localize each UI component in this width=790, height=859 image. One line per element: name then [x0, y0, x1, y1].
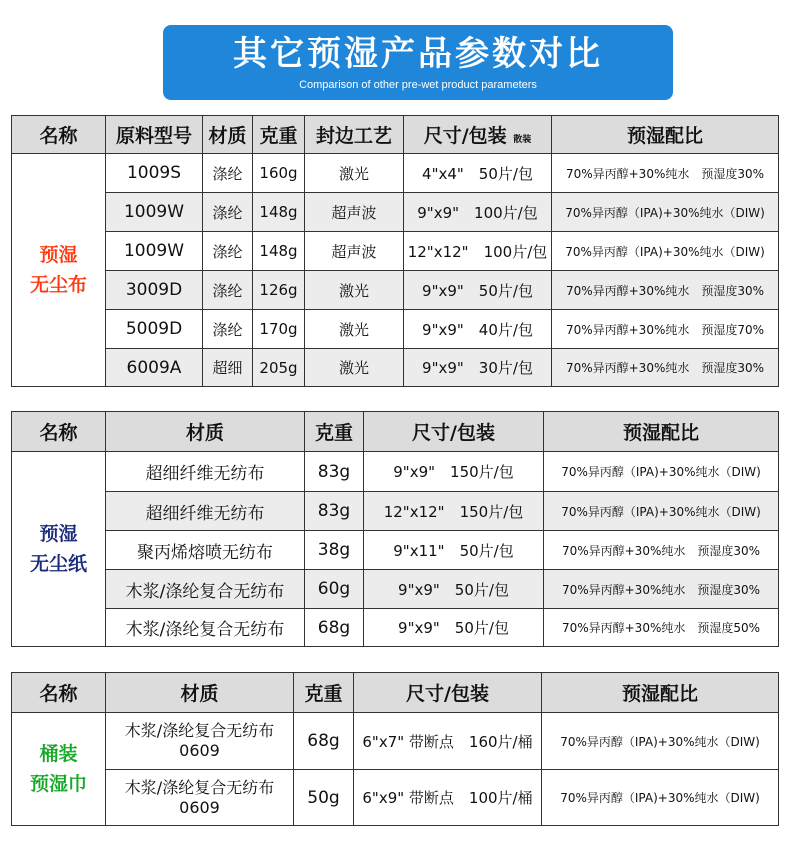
model-cell: 6009A	[106, 349, 203, 387]
material-cell: 涤纶	[203, 154, 253, 193]
table-row	[12, 570, 779, 609]
material-cell: 超细纤维无纺布	[106, 492, 305, 531]
ratio-cell: 70%异丙醇+30%纯水 预湿度50%	[544, 609, 779, 647]
table-row	[12, 193, 779, 232]
size-cell: 6"x7" 带断点 160片/桶	[354, 713, 542, 770]
header-name: 名称	[12, 412, 106, 452]
ratio-cell: 70%异丙醇+30%纯水 预湿度30%	[544, 531, 779, 570]
size-cell: 9"x9" 150片/包	[364, 452, 544, 492]
size-cell: 9"x9" 50片/包	[364, 609, 544, 647]
bucket-wipes-table	[11, 672, 779, 826]
text-line: 无尘布	[29, 274, 87, 296]
ratio-cell: 70%异丙醇（IPA)+30%纯水（DIW)	[542, 713, 779, 770]
table-row	[12, 492, 779, 531]
header-ratio: 预湿配比	[552, 116, 779, 154]
material-cell: 超细纤维无纺布	[106, 452, 305, 492]
edge-cell: 超声波	[305, 193, 404, 232]
header-weight: 克重	[305, 412, 364, 452]
prewet-cloth-table	[11, 115, 779, 387]
header-ratio: 预湿配比	[544, 412, 779, 452]
material-cell: 聚丙烯熔喷无纺布	[106, 531, 305, 570]
header-size-package	[404, 116, 552, 154]
category-cell	[12, 713, 106, 826]
header-material: 材质	[106, 673, 294, 713]
table-row	[12, 349, 779, 387]
ratio-cell: 70%异丙醇+30%纯水 预湿度70%	[552, 310, 779, 349]
size-cell: 9"x9" 50片/包	[404, 271, 552, 310]
weight-cell: 170g	[253, 310, 305, 349]
page-subtitle: Comparison of other pre-wet product parameters	[299, 79, 537, 91]
size-cell: 9"x11" 50片/包	[364, 531, 544, 570]
header-row	[12, 116, 779, 154]
material-cell: 涤纶	[203, 193, 253, 232]
text-line: 0609	[179, 797, 220, 817]
ratio-cell: 70%异丙醇+30%纯水 预湿度30%	[544, 570, 779, 609]
ratio-cell: 70%异丙醇+30%纯水 预湿度30%	[552, 154, 779, 193]
material-cell: 超细	[203, 349, 253, 387]
ratio-cell: 70%异丙醇（IPA)+30%纯水（DIW)	[552, 232, 779, 271]
size-cell: 4"x4" 50片/包	[404, 154, 552, 193]
table-row	[12, 154, 779, 193]
table-row	[12, 770, 779, 826]
ratio-cell: 70%异丙醇+30%纯水 预湿度30%	[552, 271, 779, 310]
model-cell: 5009D	[106, 310, 203, 349]
text-line: 0609	[179, 741, 220, 760]
size-cell: 6"x9" 带断点 100片/桶	[354, 770, 542, 826]
page-title: 其它预湿产品参数对比	[233, 34, 603, 74]
edge-cell: 超声波	[305, 232, 404, 271]
weight-cell: 68g	[305, 609, 364, 647]
table-row	[12, 609, 779, 647]
text-line: 预湿	[39, 523, 78, 545]
text-line: 预湿	[39, 244, 78, 266]
table-row	[12, 452, 779, 492]
text-line: 木浆/涤纶复合无纺布	[124, 721, 275, 740]
table-row	[12, 271, 779, 310]
material-cell: 木浆/涤纶复合无纺布	[106, 570, 305, 609]
model-cell: 3009D	[106, 271, 203, 310]
size-cell: 12"x12" 100片/包	[404, 232, 552, 271]
ratio-cell: 70%异丙醇（IPA)+30%纯水（DIW)	[542, 770, 779, 826]
edge-cell: 激光	[305, 154, 404, 193]
material-cell: 涤纶	[203, 271, 253, 310]
ratio-cell: 70%异丙醇（IPA)+30%纯水（DIW)	[544, 452, 779, 492]
header-weight: 克重	[253, 116, 305, 154]
weight-cell: 148g	[253, 193, 305, 232]
header-size-package: 尺寸/包装	[364, 412, 544, 452]
header-row	[12, 412, 779, 452]
header-weight: 克重	[294, 673, 354, 713]
header-material: 材质	[106, 412, 305, 452]
weight-cell: 83g	[305, 452, 364, 492]
header-name: 名称	[12, 673, 106, 713]
edge-cell: 激光	[305, 349, 404, 387]
model-cell: 1009S	[106, 154, 203, 193]
table-row	[12, 713, 779, 770]
size-cell: 9"x9" 50片/包	[364, 570, 544, 609]
ratio-cell: 70%异丙醇（IPA)+30%纯水（DIW)	[544, 492, 779, 531]
edge-cell: 激光	[305, 271, 404, 310]
weight-cell: 60g	[305, 570, 364, 609]
table-row	[12, 232, 779, 271]
material-cell: 涤纶	[203, 232, 253, 271]
size-cell: 9"x9" 100片/包	[404, 193, 552, 232]
table-row	[12, 531, 779, 570]
weight-cell: 126g	[253, 271, 305, 310]
material-cell	[106, 713, 294, 770]
prewet-paper-table	[11, 411, 779, 647]
ratio-cell: 70%异丙醇+30%纯水 预湿度30%	[552, 349, 779, 387]
size-cell: 9"x9" 40片/包	[404, 310, 552, 349]
model-cell: 1009W	[106, 232, 203, 271]
weight-cell: 148g	[253, 232, 305, 271]
size-cell: 12"x12" 150片/包	[364, 492, 544, 531]
size-cell: 9"x9" 30片/包	[404, 349, 552, 387]
material-cell	[106, 770, 294, 826]
header-name: 名称	[12, 116, 106, 154]
weight-cell: 160g	[253, 154, 305, 193]
header-ratio: 预湿配比	[542, 673, 779, 713]
bulk-note: 散装	[513, 135, 532, 145]
text-line: 尺寸/包装	[423, 125, 507, 147]
header-model: 原料型号	[106, 116, 203, 154]
table-row	[12, 310, 779, 349]
text-line: 木浆/涤纶复合无纺布	[124, 777, 275, 797]
weight-cell: 50g	[294, 770, 354, 826]
text-line: 桶装	[39, 743, 78, 765]
category-cell	[12, 154, 106, 387]
text-line: 预湿巾	[29, 773, 87, 795]
edge-cell: 激光	[305, 310, 404, 349]
weight-cell: 83g	[305, 492, 364, 531]
header-row	[12, 673, 779, 713]
weight-cell: 38g	[305, 531, 364, 570]
ratio-cell: 70%异丙醇（IPA)+30%纯水（DIW)	[552, 193, 779, 232]
title-banner	[163, 25, 673, 100]
model-cell: 1009W	[106, 193, 203, 232]
weight-cell: 68g	[294, 713, 354, 770]
weight-cell: 205g	[253, 349, 305, 387]
material-cell: 涤纶	[203, 310, 253, 349]
text-line: 无尘纸	[29, 553, 87, 575]
header-size-package: 尺寸/包装	[354, 673, 542, 713]
category-cell	[12, 452, 106, 647]
material-cell: 木浆/涤纶复合无纺布	[106, 609, 305, 647]
header-edge-process: 封边工艺	[305, 116, 404, 154]
header-material: 材质	[203, 116, 253, 154]
